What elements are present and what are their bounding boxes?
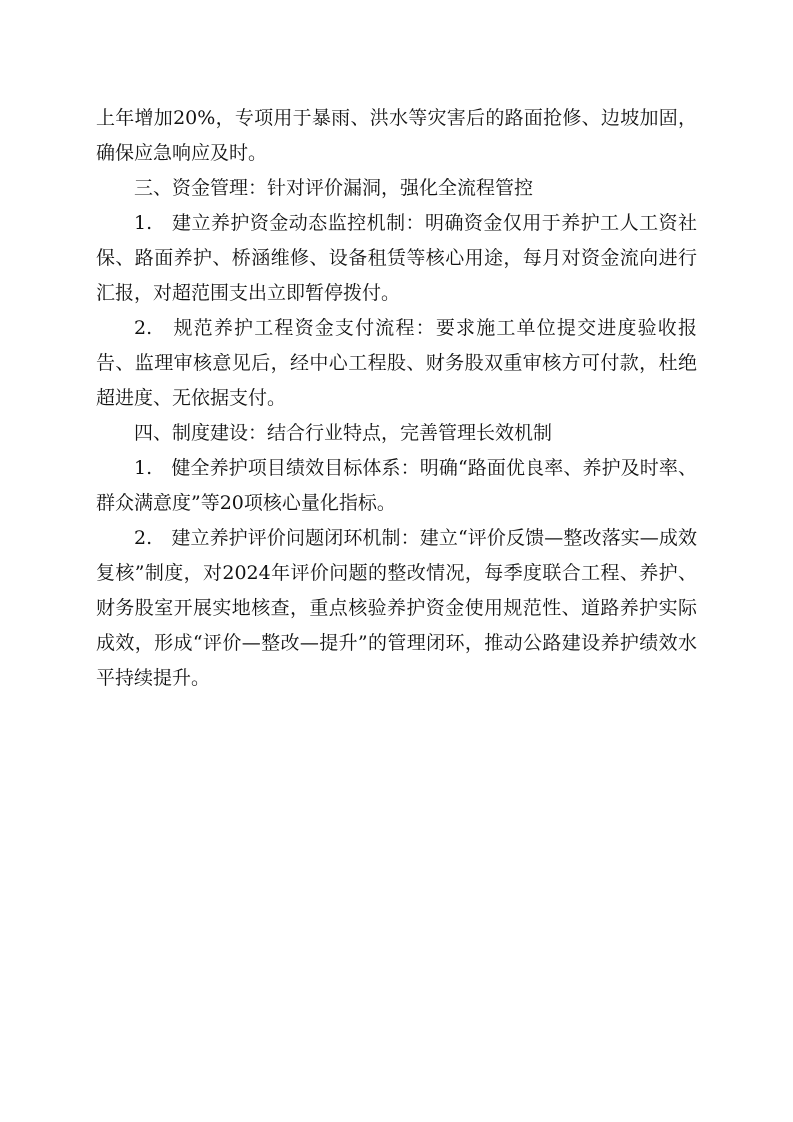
document-body [96, 101, 697, 696]
list-item-fund-monitoring: 1. 建立养护资金动态监控机制：明确资金仅用于养护工人工资社保、路面养护、桥涵维修、设备租赁等核心用途，每月对资金流向进行汇报，对超范围支出立即暂停拨付。 [96, 212, 697, 304]
section-heading-fund-management: 三、资金管理：针对评价漏洞，强化全流程管控 [134, 177, 534, 199]
section-heading-system-building: 四、制度建设：结合行业特点，完善管理长效机制 [134, 422, 553, 444]
list-item-performance-targets: 1. 健全养护项目绩效目标体系：明确“路面优良率、养护及时率、群众满意度”等20项核心量化指标。 [96, 457, 697, 514]
paragraph-continued: 上年增加20%，专项用于暴雨、洪水等灾害后的路面抢修、边坡加固，确保应急响应及时。 [96, 107, 697, 164]
list-item-closed-loop-mechanism: 2. 建立养护评价问题闭环机制：建立“评价反馈—整改落实—成效复核”制度，对2024年评价问题的整改情况，每季度联合工程、养护、财务股室开展实地核查，重点核验养护资金使用规范性、道路养护实际成效，形成“评价—整改—提升”的管理闭环，推动公路建设养护绩效水平持续提升。 [96, 527, 697, 689]
list-item-payment-process: 2. 规范养护工程资金支付流程：要求施工单位提交进度验收报告、监理审核意见后，经中心工程股、财务股双重审核方可付款，杜绝超进度、无依据支付。 [96, 317, 697, 409]
